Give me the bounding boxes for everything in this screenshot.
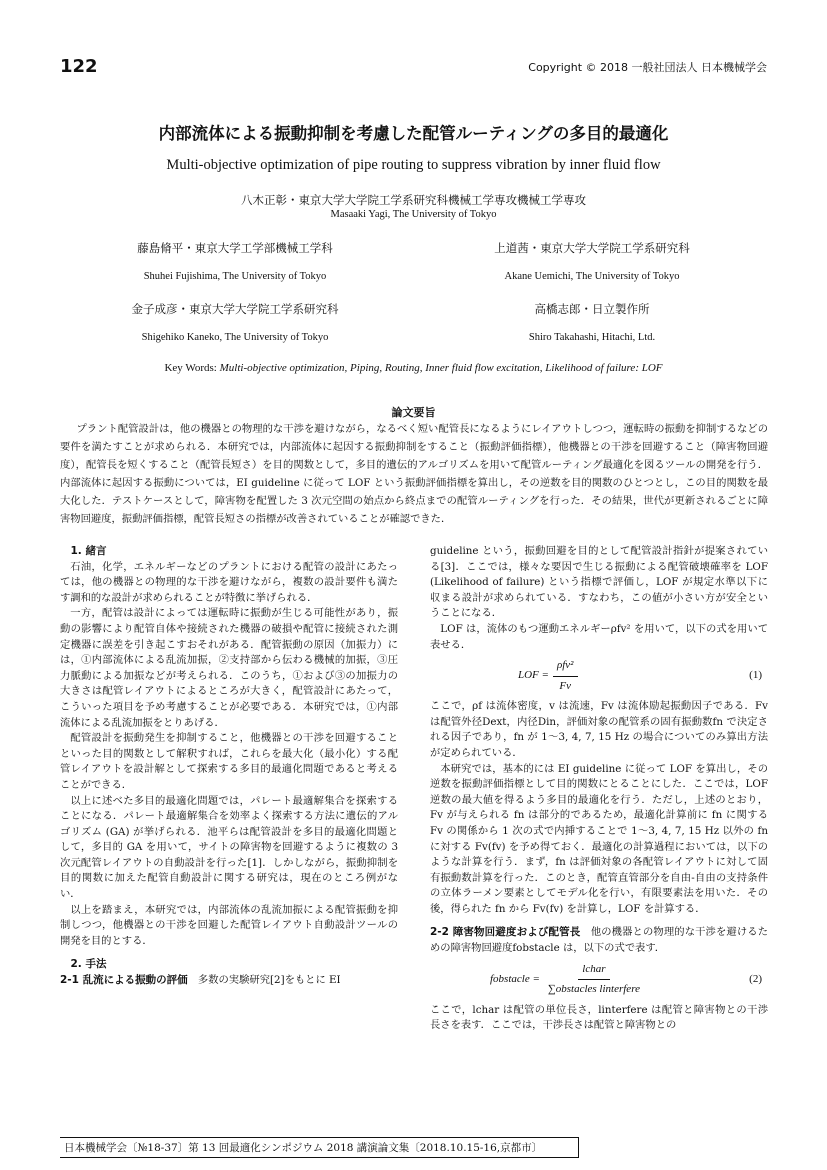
- section-1-heading: 1. 緒言: [70, 545, 107, 557]
- section-1-paragraph-1: 石油，化学，エネルギーなどのプラントにおける配管の設計にあたっては，他の機器との物理的な干渉を避けながら，複数の設計要件も満たす調和的な設計が求められることが特徴に挙げられる．: [60, 560, 398, 604]
- section-2-2-text: 他の機器との物理的な干渉を避けるための障害物回避度fobstacle は，以下の式で表す．: [430, 926, 769, 955]
- equation-2-lhs: fobstacle =: [490, 972, 540, 985]
- section-1-paragraph-3: 配管設計を振動発生を抑制すること，他機器との干渉を回避することといった目的関数として解釈すれば，これらを最大化（最小化）する配管レイアウトを設計解として探索する多目的最適化問題であると考えることができる．: [60, 732, 398, 791]
- author-5-en: Shiro Takahashi, Hitachi, Ltd.: [528, 332, 656, 343]
- section-2-2-heading: 2-2 障害物回避度および配管長: [430, 926, 581, 939]
- author-4-en: Shigehiko Kaneko, The University of Tokyo: [141, 332, 329, 343]
- paper-title-english: Multi-objective optimization of pipe routing to suppress vibration by inner fluid flow: [166, 157, 661, 173]
- keywords-text: Multi-objective optimization, Piping, Routing, Inner fluid flow excitation, Likelihood of failure: LOF: [219, 362, 663, 374]
- copyright-notice: Copyright © 2018 一般社団法人 日本機械学会: [528, 61, 767, 74]
- right-paragraph-1: guideline という，振動回避を目的として配管設計指針が提案されている[3]．ここでは，様々な要因で生じる振動による配管破壊確率を LOF (Likelihood of failure) という指標で評価し，LOF が規定水準以下に収まる設計が求められている．すなわち，この値が小さい方が安全ということになる．: [430, 545, 768, 620]
- section-2-1-heading: 2-1 乱流による振動の評価: [60, 974, 188, 987]
- section-2-1-text: 多数の実験研究[2]をもとに EI: [197, 974, 341, 987]
- author-5-ja: 高橋志郎・日立製作所: [534, 302, 650, 316]
- equation-1-fraction: [553, 658, 578, 694]
- equation-2-number: (2): [749, 972, 762, 985]
- equation-1-number: (1): [749, 669, 762, 682]
- equation-1-numerator: ρfv²: [553, 658, 578, 677]
- abstract-heading: 論文要旨: [391, 406, 436, 419]
- paper-title-japanese: 内部流体による振動抑制を考慮した配管ルーティングの多目的最適化: [158, 124, 669, 143]
- equation-2-numerator: lchar: [578, 962, 609, 981]
- section-1-paragraph-2: 一方，配管は設計によっては運転時に振動が生じる可能性があり，振動の影響により配管自体や接続された機器の破損や配管に接続された測定機器に誤差を引き起こすおそれがある．配管振動の原因（加振力）には，①内部流体による乱流加振，②支持部から伝わる機械的加振，③圧力脈動による加振などが考えられる．このうち，①および③の加振力の大きさは配管レイアウトによるところが大きく，配管設計にあたって，こういった項目を予め考慮することが必要である．本研究では，①内部流体による乱流加振をとりあげる．: [60, 607, 398, 729]
- left-column: [60, 544, 398, 989]
- section-2-heading: 2. 手法: [70, 958, 107, 971]
- equation-1-lhs: LOF =: [518, 669, 549, 682]
- equation-1: [430, 653, 768, 699]
- section-2-1-paragraph: [60, 973, 398, 989]
- equation-2-fraction: [544, 962, 644, 998]
- author-2-en: Shuhei Fujishima, The University of Tokyo: [143, 271, 327, 282]
- right-paragraph-2: LOF は，流体のもつ運動エネルギーρfv² を用いて，以下の式を用いて表せる．: [430, 622, 768, 651]
- author-3-en: Akane Uemichi, The University of Tokyo: [504, 271, 680, 282]
- author-1-ja: 八木正彰・東京大学大学院工学系研究科機械工学専攻機械工学専攻: [241, 193, 586, 207]
- right-paragraph-4: 本研究では，基本的には EI guideline に従って LOF を算出し，その逆数を振動評価指標として目的関数にとることにした．ここでは，LOF 逆数の最大値を得るよう多目的最適化を行う．ただし，上述のとおり，Fv が与えられる fn は部分的であるため，最適化計算前に fn に関する Fv の関係から 1 次の式で内挿することで 1～3, 4, 7, 15 Hz 以外の fn に対する Fv(fv) を予め得ておく．最適化の計算過程においては，以下のような計算を行う．まず，fn は評価対象の各配管レイアウトに対して固有振動数計算を行った．このとき，配管直管部分を自由-自由の支持条件の立体ラーメン要素としてモデル化を行い，有限要素法を用いた．その後，得られた fn から Fv(fv) を計算し，LOF を計算する．: [430, 762, 768, 915]
- abstract-text: プラント配管設計は，他の機器との物理的な干渉を避けながら，なるべく短い配管長になるようにレイアウトしつつ，運転時の振動を抑制するなどの要件を満たすことが求められる．本研究では，内部流体に起因する振動抑制をすること（振動評価指標），他機器との干渉を回避すること（障害物回避度），配管長を短くすること（配管長短さ）を目的関数として，多目的遺伝的アルゴリズムを用いて配管ルーティング最適化を図るツールの開発を行う．内部流体に起因する振動については，EI guideline に従って LOF という振動評価指標を算出し，その逆数を目的関数のひとつとし，この目的関数を最大化した．テストケースとして，障害物を配置した 3 次元空間の始点から終点までの配管ルーティングを行った．その結果，世代が更新されるごとに障害物回避度，振動評価指標，配管長短さの指標が改善されていることが確認できた．: [60, 423, 768, 525]
- right-paragraph-6: ここで，lchar は配管の単位長さ，linterfere は配管と障害物との干渉長さを表す．ここでは，干渉長さは配管と障害物との: [430, 1003, 768, 1032]
- author-3-ja: 上道茜・東京大学大学院工学系研究科: [494, 241, 690, 255]
- author-4-ja: 金子成彦・東京大学大学院工学系研究科: [131, 302, 339, 316]
- keywords: [0, 362, 827, 374]
- equation-2: [430, 957, 768, 1003]
- section-2-2-paragraph: [430, 925, 768, 956]
- section-1-paragraph-5: 以上を踏まえ，本研究では，内部流体の乱流加振による配管振動を抑制しつつ，他機器との干渉を回避した配管レイアウト自動設計ツールの開発を目的とする．: [60, 903, 398, 947]
- right-column: [430, 544, 768, 1034]
- footer-citation: 日本機械学会〔№18-37〕第 13 回最適化シンポジウム 2018 講演論文集〔2018.10.15-16,京都市〕: [60, 1137, 579, 1158]
- page-number: 122: [60, 56, 98, 77]
- right-paragraph-3: ここで，ρf は流体密度，v は流速，Fv は流体励起振動因子である．Fv は配管外径Dext，内径Din，評価対象の配管系の固有振動数fn で決定される因子であり，fn が 1～3, 4, 7, 15 Hz の場合についてのみ算出方法が定められている．: [430, 700, 768, 759]
- section-1-paragraph-4: 以上に述べた多目的最適化問題では，パレート最適解集合を探索することになる．パレート最適解集合を効率よく探索する方法に遺伝的アルゴリズム (GA) が挙げられる．池平らは配管設計を多目的最適化問題として，多目的 GA を用いて，サイトの障害物を回避するように複数の 3 次元配管レイアウトの自動設計を行った[1]．しかしながら，振動抑制を目的関数に加えた配管自動設計に関する研究は，現在のところ例がない．: [60, 794, 398, 901]
- equation-2-denominator: ∑obstacles linterfere: [547, 983, 640, 996]
- author-2-ja: 藤島脩平・東京大学工学部機械工学科: [137, 241, 333, 255]
- keywords-label: Key Words:: [164, 362, 217, 374]
- author-1-en: Masaaki Yagi, The University of Tokyo: [330, 209, 497, 220]
- equation-1-denominator: Fv: [559, 679, 572, 692]
